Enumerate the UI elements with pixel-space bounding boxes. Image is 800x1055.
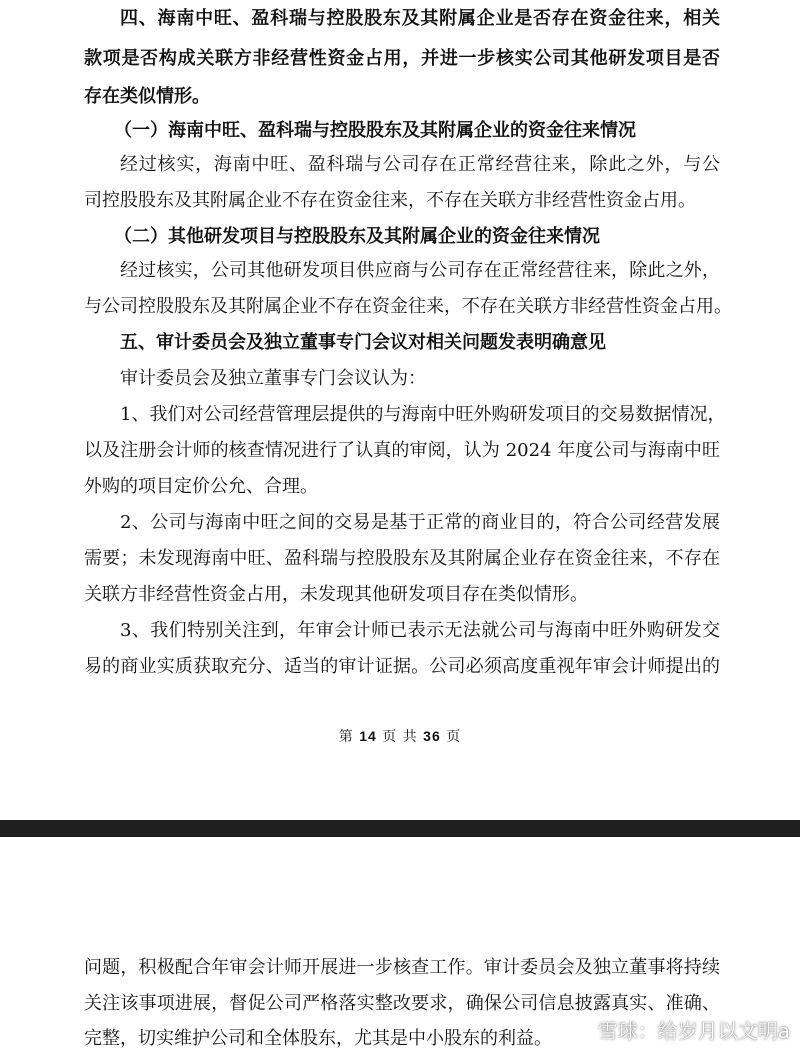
section-four-heading-line-3: 存在类似情形。: [84, 86, 210, 107]
paragraph-two-line-1: 经过核实，公司其他研发项目供应商与公司存在正常经营往来，除此之外，: [120, 260, 720, 281]
current-page-number: 14: [359, 728, 377, 744]
section-four-heading-line-1: 四、海南中旺、盈科瑞与控股股东及其附属企业是否存在资金往来，相关: [120, 8, 720, 29]
opinion-three-line-2: 易的商业实质获取充分、适当的审计证据。公司必须高度重视年审会计师提出的: [84, 656, 720, 677]
continuation-line-1: 问题，积极配合年审会计师开展进一步核查工作。审计委员会及独立董事将持续: [84, 957, 720, 978]
opinion-two-line-3: 关联方非经营性资金占用，未发现其他研发项目存在类似情形。: [84, 584, 588, 605]
total-page-number: 36: [423, 728, 441, 744]
footer-prefix: 第: [338, 729, 354, 745]
paragraph-one-line-1: 经过核实，海南中旺、盈科瑞与公司存在正常经营往来，除此之外，与公: [120, 154, 720, 175]
section-five-heading: 五、审计委员会及独立董事专门会议对相关问题发表明确意见: [120, 332, 606, 353]
opinion-one-line-3: 外购的项目定价公允、合理。: [84, 476, 318, 497]
page-separator-bar: [0, 820, 800, 837]
subheading-two: （二）其他研发项目与控股股东及其附属企业的资金往来情况: [114, 226, 600, 247]
opinion-one-line-2: 以及注册会计师的核查情况进行了认真的审阅，认为 2024 年度公司与海南中旺: [84, 440, 720, 461]
section-four-heading-line-2: 款项是否构成关联方非经营性资金占用，并进一步核实公司其他研发项目是否: [84, 48, 720, 69]
footer-middle: 页 共: [382, 729, 418, 745]
opinion-one-line-1: 1、我们对公司经营管理层提供的与海南中旺外购研发项目的交易数据情况，: [120, 404, 726, 425]
footer-suffix: 页: [446, 729, 462, 745]
continuation-line-2: 关注该事项进展，督促公司严格落实整改要求，确保公司信息披露真实、准确、: [84, 993, 720, 1014]
snowball-logo-icon: [566, 1016, 592, 1042]
opinion-two-line-1: 2、公司与海南中旺之间的交易是基于正常的商业目的，符合公司经营发展: [120, 512, 720, 533]
opinion-two-line-2: 需要；未发现海南中旺、盈科瑞与控股股东及其附属企业存在资金往来，不存在: [84, 548, 720, 569]
watermark-text: 雪球：给岁月以文明a: [597, 1018, 790, 1043]
paragraph-two-line-2: 与公司控股股东及其附属企业不存在资金往来，不存在关联方非经营性资金占用。: [84, 296, 732, 317]
page-number-footer: [0, 726, 800, 746]
paragraph-one-line-2: 司控股股东及其附属企业不存在资金往来，不存在关联方非经营性资金占用。: [84, 190, 696, 211]
continuation-line-3: 完整，切实维护公司和全体股东，尤其是中小股东的利益。: [84, 1028, 552, 1049]
committee-opinion-intro: 审计委员会及独立董事专门会议认为：: [120, 368, 426, 389]
opinion-three-line-1: 3、我们特别关注到，年审会计师已表示无法就公司与海南中旺外购研发交: [120, 620, 720, 641]
snowball-watermark: [566, 1014, 790, 1044]
subheading-one: （一）海南中旺、盈科瑞与控股股东及其附属企业的资金往来情况: [114, 120, 636, 141]
